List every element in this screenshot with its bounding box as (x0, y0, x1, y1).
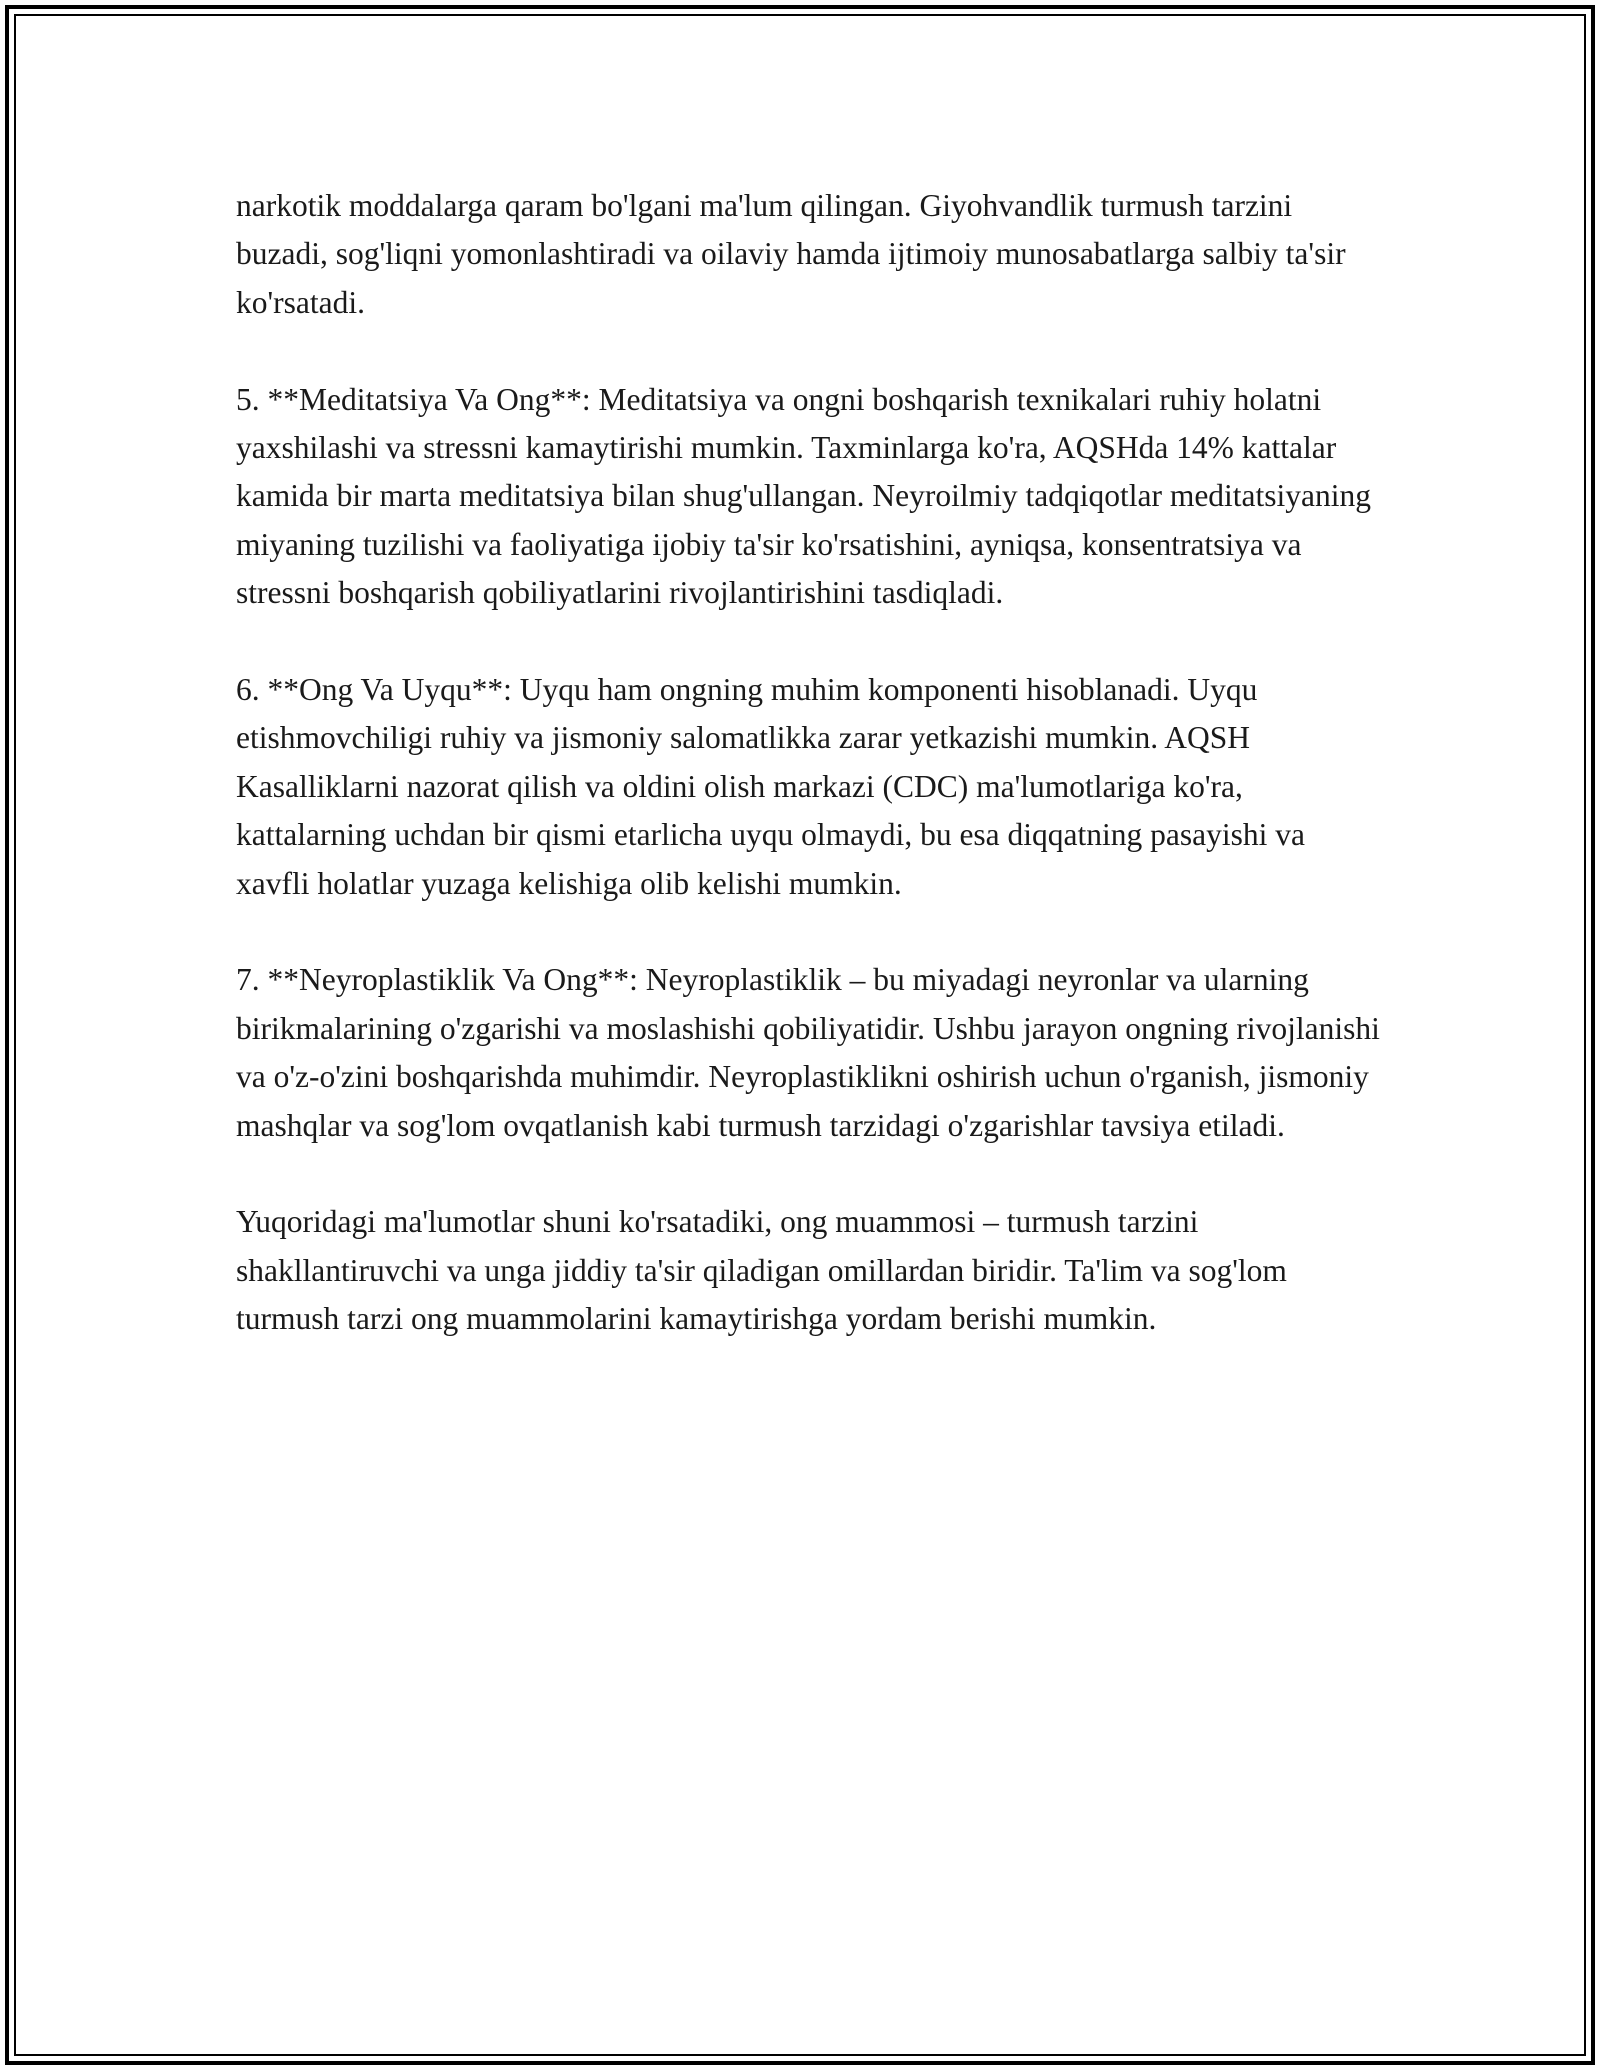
paragraph-drug-addiction-continued: narkotik moddalarga qaram bo'lgani ma'lum qilingan. Giyohvandlik turmush tarzini buzadi, sog'liqni yomonlashtiradi va oilaviy hamda ijtimoiy munosabatlarga salbiy ta'sir ko'rsatadi. (236, 188, 1346, 320)
document-body (236, 182, 1386, 1344)
paragraph-sleep: 6. **Ong Va Uyqu**: Uyqu ham ongning muhim komponenti hisoblanadi. Uyqu etishmovchiligi ruhiy va jismoniy salomatlikka zarar yetkazishi mumkin. AQSH Kasalliklarni nazorat qilish va oldini olish markazi (CDC) ma'lumotlariga ko'ra, kattalarning uchdan bir qismi etarlicha uyqu olmaydi, bu esa diqqatning pasayishi va xavfli holatlar yuzaga kelishiga olib kelishi mumkin. (236, 672, 1305, 901)
paragraph-meditation: 5. **Meditatsiya Va Ong**: Meditatsiya va ongni boshqarish texnikalari ruhiy holatni yaxshilashi va stressni kamaytirishi mumkin. Taxminlarga ko'ra, AQSHda 14% kattalar kamida bir marta meditatsiya bilan shug'ullangan. Neyroilmiy tadqiqotlar meditatsiyaning miyaning tuzilishi va faoliyatiga ijobiy ta'sir ko'rsatishini, ayniqsa, konsentratsiya va stressni boshqarish qobiliyatlarini rivojlantirishini tasdiqladi. (236, 381, 1372, 611)
paragraph-conclusion: Yuqoridagi ma'lumotlar shuni ko'rsatadiki, ong muammosi – turmush tarzini shakllantiruvchi va unga jiddiy ta'sir qiladigan omillardan biridir. Ta'lim va sog'lom turmush tarzi ong muammolarini kamaytirishga yordam berishi mumkin. (236, 1204, 1287, 1337)
paragraph-neuroplasticity: 7. **Neyroplastiklik Va Ong**: Neyroplastiklik – bu miyadagi neyronlar va ularning birikmalarining o'zgarishi va moslashishi qobiliyatidir. Ushbu jarayon ongning rivojlanishi va o'z-o'zini boshqarishda muhimdir. Neyroplastiklikni oshirish uchun o'rganish, jismoniy mashqlar va sog'lom ovqatlanish kabi turmush tarzidagi o'zgarishlar tavsiya etiladi. (236, 962, 1380, 1143)
